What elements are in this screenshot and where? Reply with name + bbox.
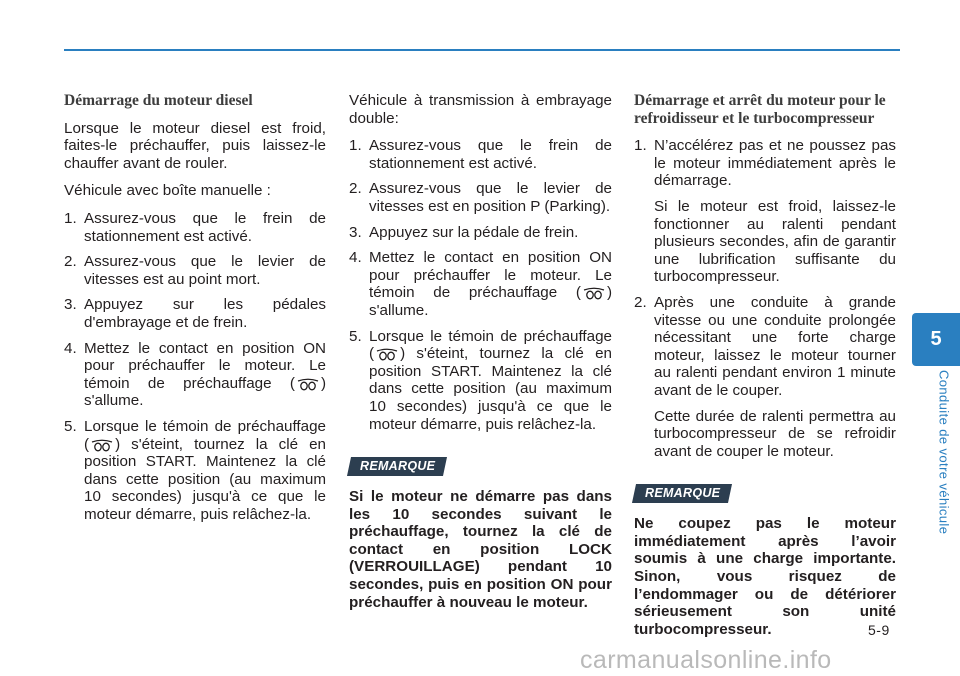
list-item: 2. Assurez-vous que le levier de vitesses est en position P (Parking). xyxy=(349,180,612,215)
column-1 xyxy=(64,92,326,531)
top-rule xyxy=(64,49,900,51)
list-item: 3. Appuyez sur les pédales d'embrayage et de frein. xyxy=(64,296,326,331)
section-heading-diesel: Démarrage du moteur diesel xyxy=(64,92,253,109)
note-text: Ne coupez pas le moteur immédiatement après l’avoir soumis à une charge importante. Sinon, vous risquez de l’endommager ou de détériorer sérieusement son unité turbocompresseur. xyxy=(634,515,896,638)
intro-paragraph: Lorsque le moteur diesel est froid, faites-le préchauffer, puis laissez-le chauffer avant de rouler. xyxy=(64,119,326,172)
manual-steps-list xyxy=(64,210,326,524)
list-item: 5. Lorsque le témoin de préchauffage ( ) s'éteint, tournez la clé en position START. Maintenez la clé dans cette position (au maximum 10 secondes) jusqu'à ce que le moteur démarre, puis relâchez-la. xyxy=(349,327,612,433)
note-text: Si le moteur ne démarre pas dans les 10 secondes suivant le préchauffage, tournez la clé de contact en position LOCK (VERROUILLAGE) pendant 10 secondes, puis en position ON pour préchauffer à nouveau le moteur. xyxy=(349,488,612,611)
turbo-steps-list xyxy=(634,137,896,460)
note-badge: REMARQUE xyxy=(347,457,447,476)
glow-plug-indicator-icon xyxy=(297,378,319,391)
chapter-tab xyxy=(912,313,960,366)
glow-plug-indicator-icon xyxy=(376,348,398,361)
list-item: 2. Après une conduite à grande vitesse ou une conduite prolongée nécessitant une forte charge moteur, laissez le moteur tourner au ralenti pendant environ 1 minute avant de le couper. Cette durée de ralenti permettra au turbocompresseur de se refroidir avant de couper le moteur. xyxy=(634,293,896,460)
column-3 xyxy=(634,92,896,638)
list-item: 4. Mettez le contact en position ON pour préchauffer le moteur. Le témoin de préchauffage ( ) s'allume. xyxy=(64,339,326,410)
chapter-number: 5 xyxy=(930,328,942,350)
list-item: 1. N’accélérez pas et ne poussez pas le moteur immédiatement après le démarrage. Si le moteur est froid, laissez-le fonctionner au ralenti pendant plusieurs secondes, afin de garantir une lubrification suffisante du turbocompresseur. xyxy=(634,137,896,286)
dct-steps-list xyxy=(349,137,612,433)
chapter-side-title: Conduite de votre véhicule xyxy=(936,370,952,535)
list-item: 1. Assurez-vous que le frein de stationnement est activé. xyxy=(349,137,612,172)
dct-subheading: Véhicule à transmission à embrayage double: xyxy=(349,92,612,127)
page-number: 5-9 xyxy=(868,622,890,638)
list-item: 2. Assurez-vous que le levier de vitesses est au point mort. xyxy=(64,253,326,288)
list-item-detail: Cette durée de ralenti permettra au turbocompresseur de se refroidir avant de couper le moteur. xyxy=(654,407,896,460)
watermark: carmanualsonline.info xyxy=(580,646,832,674)
list-item: 3. Appuyez sur la pédale de frein. xyxy=(349,223,579,241)
list-item: 5. Lorsque le témoin de préchauffage ( ) s'éteint, tournez la clé en position START. Maintenez la clé dans cette position (au maximum 10 secondes) jusqu'à ce que le moteur démarre, puis relâchez-la. xyxy=(64,417,326,523)
list-item: 4. Mettez le contact en position ON pour préchauffer le moteur. Le témoin de préchauffage ( ) s'allume. xyxy=(349,249,612,319)
manual-gearbox-subheading: Véhicule avec boîte manuelle : xyxy=(64,182,271,200)
section-heading-turbo: Démarrage et arrêt du moteur pour le refroidisseur et le turbocompresseur xyxy=(634,92,886,127)
list-item-detail: Si le moteur est froid, laissez-le fonctionner au ralenti pendant plusieurs secondes, afin de garantir une lubrification suffisante du turbocompresseur. xyxy=(654,197,896,286)
list-item: 1. Assurez-vous que le frein de stationnement est activé. xyxy=(64,209,326,245)
column-2 xyxy=(349,92,612,611)
note-badge: REMARQUE xyxy=(632,484,732,503)
glow-plug-indicator-icon xyxy=(91,439,113,452)
glow-plug-indicator-icon xyxy=(583,287,605,300)
